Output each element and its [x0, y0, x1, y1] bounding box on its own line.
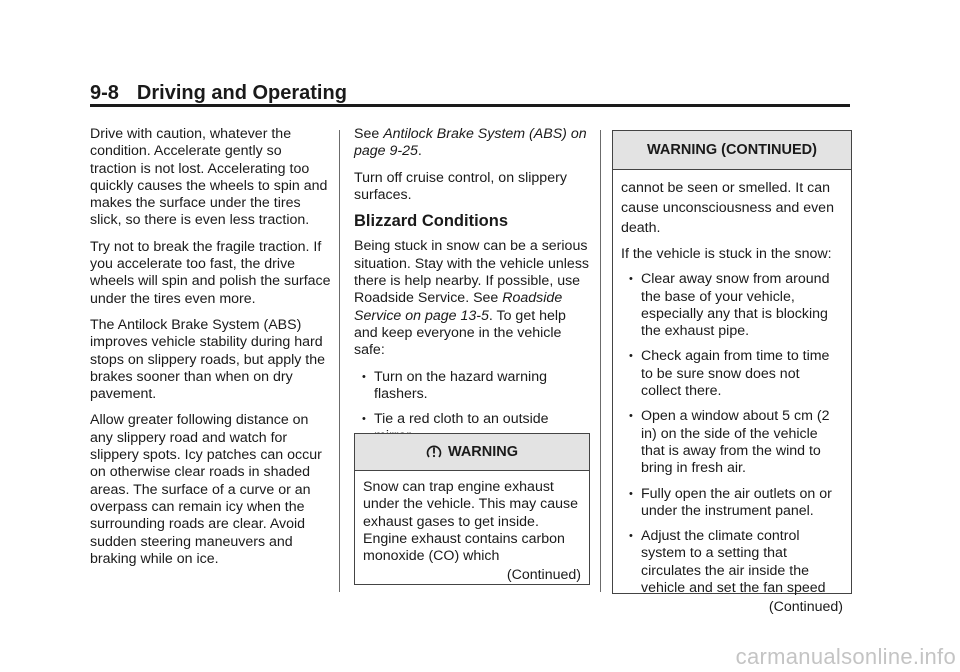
list-item [621, 271, 843, 340]
text: Clear away snow from around the base of your vehicle, especially any that is blocking the exhaust pipe. [641, 271, 830, 340]
text: . [417, 143, 422, 160]
paragraph: The Antilock Brake System (ABS) improves vehicle stability during hard stops on slippery roads, but apply the brakes sooner than when on dry pavement. [90, 316, 326, 403]
list-item [621, 486, 843, 521]
text: Check again from time to time to be sure snow does not collect there. [641, 348, 830, 400]
abs-reference [354, 126, 590, 161]
text: Turn on the hazard warning flashers. [374, 368, 547, 402]
text: Fully open the air outlets on or under the instrument panel. [641, 485, 832, 519]
text: Adjust the climate control system to a setting that circulates the air inside the vehicle and set the fan speed [641, 528, 826, 597]
paragraph: Drive with caution, whatever the condition. Accelerate gently so traction is not lost. Accelerating too quickly causes the wheels to spin and makes the surface under the tires slick, so there is even less traction. [90, 126, 328, 229]
continued-label: (Continued) [768, 599, 843, 616]
warning-text: Snow can trap engine exhaust under the vehicle. This may cause exhaust gases to get inside. Engine exhaust contains carbon monoxide (CO) which [363, 479, 579, 565]
warning-continued-box [612, 130, 852, 616]
warning-text: If the vehicle is stuck in the snow: [621, 246, 832, 262]
bullet-icon: • [629, 530, 633, 543]
section-heading: Blizzard Conditions [354, 212, 508, 231]
text: Tie a red cloth to an outside [374, 411, 549, 428]
warning-box [354, 433, 590, 585]
paragraph: Turn off cruise control, on slippery surfaces. [354, 169, 567, 203]
bullet-icon: • [362, 413, 366, 426]
cross-reference-link[interactable]: Antilock Brake System (ABS) on page 9-25 [354, 126, 587, 160]
paragraph: Try not to break the fragile traction. If you accelerate too fast, the drive wheels will spin and polish the surface under the tires even more. [90, 238, 331, 307]
paragraph [354, 238, 590, 359]
cross-reference-link[interactable]: Roadside Service on page 13-5 [354, 290, 563, 324]
warning-body [613, 170, 851, 623]
text: Open a window about 5 cm (2 in) on the side of the vehicle that is away from the wind to bring in fresh air. [641, 408, 830, 477]
warning-header [613, 131, 851, 170]
text: See [354, 126, 384, 142]
page-number: 9-8 [90, 82, 119, 104]
bullet-icon: • [629, 487, 633, 500]
warning-title: WARNING [447, 444, 519, 460]
text: Being stuck in snow can be a serious situation. Stay with the vehicle unless there is help nearby. If possible, use Roadside Service. See [354, 238, 590, 307]
bullet-icon: • [629, 410, 633, 423]
warning-body [355, 471, 589, 591]
watermark: carmanualsonline.info [735, 644, 956, 669]
warning-title: WARNING (CONTINUED) [647, 142, 817, 158]
page-header [90, 82, 850, 105]
bullet-icon: • [362, 370, 366, 383]
column-divider [339, 130, 340, 592]
warning-header [355, 434, 589, 471]
text: . To get help and keep everyone in the vehicle safe: [354, 307, 566, 359]
bullet-icon: • [629, 273, 633, 286]
list-item [621, 408, 843, 477]
paragraph: Allow greater following distance on any slippery road and watch for slippery spots. Icy patches can occur on otherwise clear roads in shaded areas. The surface of a curve or an overpass can remain icy when the surrounding roads are clear. Avoid sudden steering maneuvers and braking while on ice. [90, 412, 322, 567]
column-divider [600, 130, 601, 592]
bullet-list [621, 271, 843, 597]
page-title: Driving and Operating [136, 82, 347, 104]
column-middle [354, 126, 590, 456]
header-rule [90, 104, 850, 107]
column-left [90, 126, 332, 577]
bullet-icon: • [629, 350, 633, 363]
warning-text: cannot be seen or smelled. It can cause unconsciousness and even death. [621, 180, 834, 236]
list-item [621, 348, 843, 400]
list-item [354, 369, 590, 404]
list-item [621, 528, 843, 597]
warning-icon [426, 444, 442, 460]
continued-label: (Continued) [506, 567, 581, 584]
